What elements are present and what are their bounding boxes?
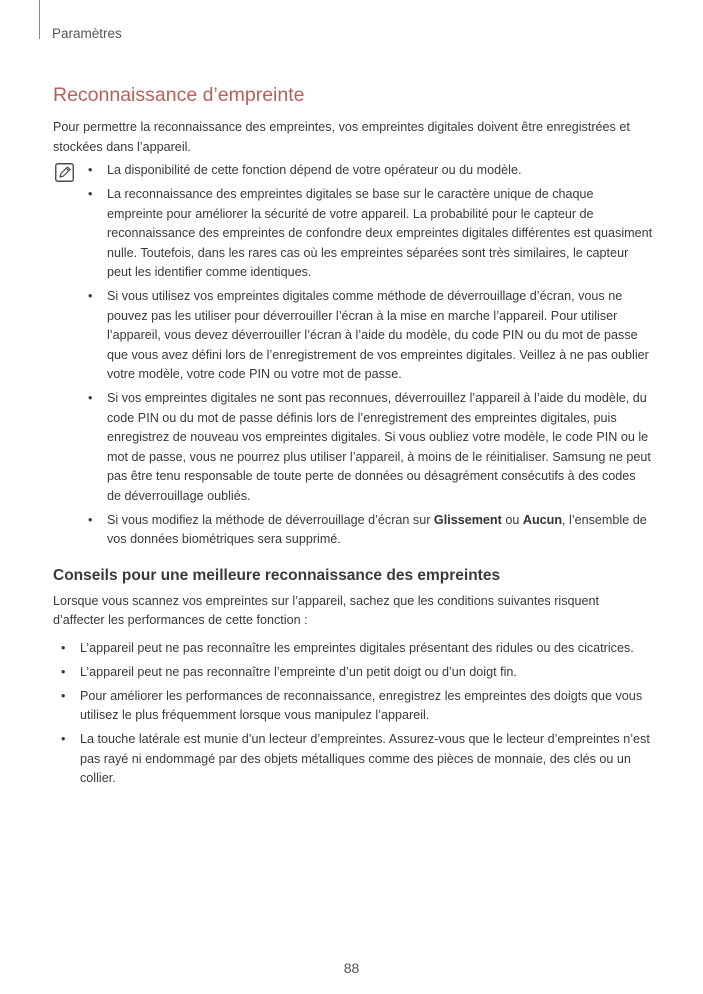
running-head: Paramètres (52, 26, 122, 41)
note-text: Si vous utilisez vos empreintes digitales comme méthode de déverrouillage d’écran, vous ne pouvez pas les utiliser pour déverrouiller l’écran à la mise en marche l’appareil. Pour utiliser l’appareil, vous devez déverrouiller l’écran à l’aide du modèle, du code PIN ou du mot de passe que vous avez défini lors de l’enregistrement de vos empreintes digitales. Veillez à ne pas oublier votre modèle, votre code PIN ou votre mot de passe. (107, 289, 649, 381)
note-text: Si vos empreintes digitales ne sont pas reconnues, déverrouillez l’appareil à l’aide du modèle, du code PIN ou du mot de passe définis lors de l’enregistrement des empreintes digitales, puis enregistrez de nouveau vos empreintes digitales. Si vous oubliez votre modèle, le code PIN ou le mot de passe, vous ne pourrez plus utiliser l’appareil, à moins de le réinitialiser. Samsung ne peut pas être tenu responsable de toute perte de données ou désagrément consécutifs à des codes de déverrouillage oubliés. (107, 391, 651, 503)
bullet: • (61, 688, 66, 703)
note-item (88, 161, 653, 181)
note-pencil-icon (55, 163, 74, 182)
tip-item (61, 663, 653, 683)
tip-item (61, 639, 653, 659)
note-item (88, 511, 653, 550)
page-content (53, 84, 653, 793)
bullet: • (88, 391, 93, 405)
bullet: • (88, 289, 93, 303)
option-glissement: Glissement (433, 512, 502, 527)
note-text-after: , l’ensemble de vos données biométriques sera supprimé. (107, 512, 647, 546)
note-item (88, 389, 653, 506)
tip-item (61, 730, 653, 789)
section-intro: Pour permettre la reconnaissance des empreintes, vos empreintes digitales doivent être enregistrées et stockées dans l’appareil. (53, 120, 630, 154)
bullet: • (88, 512, 93, 527)
tips-intro: Lorsque vous scannez vos empreintes sur l’appareil, sachez que les conditions suivantes risquent d’affecter les performances de cette fonction : (53, 593, 600, 627)
note-text: La disponibilité de cette fonction dépend de votre opérateur ou du modèle. (107, 163, 522, 177)
note-text: La reconnaissance des empreintes digitales se base sur le caractère unique de chaque empreinte pour améliorer la sécurité de votre appareil. La probabilité pour le capteur de reconnaissance des empreintes de confondre deux empreintes digitales différentes est quasiment nulle. Toutefois, dans les rares cas où les empreintes séparées sont très similaires, le capteur peut les identifier comme identiques. (107, 187, 653, 279)
tip-text: Pour améliorer les performances de reconnaissance, enregistrez les empreintes des doigts que vous utilisez le plus fréquemment lorsque vous manipulez l’appareil. (80, 688, 643, 722)
bullet: • (61, 664, 66, 679)
tip-text: L’appareil peut ne pas reconnaître les empreintes digitales présentant des ridules ou des cicatrices. (80, 640, 634, 655)
note-text-before: Si vous modifiez la méthode de déverrouillage d’écran sur (107, 512, 434, 527)
tip-text: L’appareil peut ne pas reconnaître l’empreinte d’un petit doigt ou d’un doigt fin. (80, 664, 517, 679)
note-item (88, 287, 653, 385)
note-box (53, 161, 653, 550)
tips-list (61, 639, 653, 789)
tip-text: La touche latérale est munie d’un lecteur d’empreintes. Assurez-vous que le lecteur d’empreintes n’est pas rayé ni endommagé par des objets métalliques comme des pièces de monnaie, des clés ou un collier. (80, 732, 650, 785)
note-text-middle: ou (501, 512, 523, 527)
note-item (88, 185, 653, 283)
header-rule (39, 0, 40, 39)
tip-item (61, 687, 653, 726)
bullet: • (88, 163, 93, 177)
bullet: • (61, 640, 66, 655)
section-title: Reconnaissance d’empreinte (53, 84, 305, 106)
note-list (88, 161, 653, 550)
bullet: • (61, 732, 66, 746)
tips-box (53, 639, 653, 789)
tips-heading: Conseils pour une meilleure reconnaissance des empreintes (53, 566, 501, 584)
page-number: 88 (343, 960, 360, 976)
option-aucun: Aucun (522, 512, 563, 527)
bullet: • (88, 187, 93, 201)
